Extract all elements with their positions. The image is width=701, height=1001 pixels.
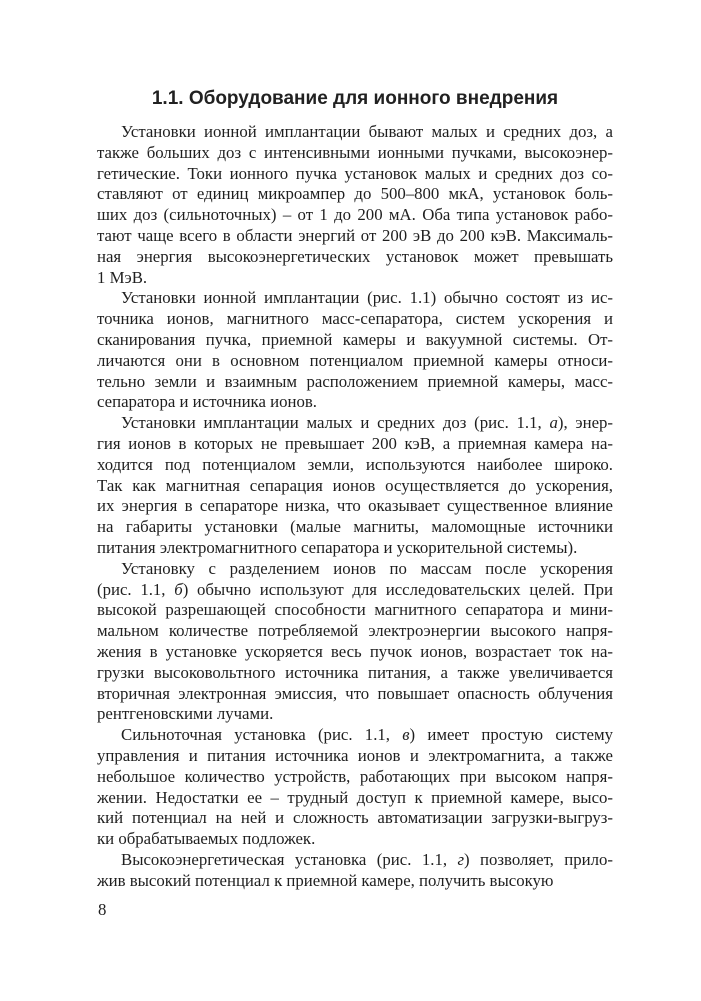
text-line: ходится под потенциалом земли, используются наиболее широко. (97, 454, 613, 474)
text-line: точника ионов, магнитного масс-сепаратора, систем ускорения и (97, 309, 613, 329)
paragraph (97, 122, 613, 288)
text-line: питания электромагнитного сепаратора и ускорительной системы). (97, 537, 578, 557)
text-line: Сильноточная установка (рис. 1.1, в) имеет простую систему (121, 725, 613, 745)
text-line: жении. Недостатки ее – трудный доступ к приемной камере, высо- (97, 787, 613, 807)
text-line: личаются они в основном потенциалом приемной камеры относи- (97, 350, 613, 370)
text-line: Установку с разделением ионов по массам после ускорения (121, 558, 613, 578)
text-line: рентгеновскими лучами. (97, 704, 274, 724)
text-line: вторичная электронная эмиссия, что повышает опасность облучения (97, 683, 613, 703)
text-line: Так как магнитная сепарация ионов осуществляется до ускорения, (97, 475, 613, 495)
text-line: управления и питания источника ионов и электромагнита, а также (97, 745, 613, 765)
paragraph (97, 850, 613, 892)
text-line: Установки ионной имплантации (рис. 1.1) обычно состоят из ис- (121, 288, 613, 308)
paragraph (97, 413, 613, 559)
paragraph (97, 725, 613, 850)
text-line: гия ионов в которых не превышает 200 кэВ, а приемная камера на- (97, 433, 613, 453)
text-line: грузки высоковольтного источника питания, а также увеличивается (97, 662, 613, 682)
text-line: (рис. 1.1, б) обычно используют для исследовательских целей. При (97, 579, 614, 599)
text-line: на габариты установки (малые магниты, маломощные источники (97, 517, 613, 537)
text-line: Высокоэнергетическая установка (рис. 1.1, г) позволяет, прило- (121, 849, 613, 869)
text-line: тают чаще всего в области энергий от 200 эВ до 200 кэВ. Максималь- (97, 225, 613, 245)
section-heading: 1.1. Оборудование для ионного внедрения (151, 88, 559, 109)
text-line: ших доз (сильноточных) – от 1 до 200 мА. Оба типа установок рабо- (97, 205, 613, 225)
text-line: сепаратора и источника ионов. (97, 392, 317, 412)
text-line: Установки ионной имплантации бывают малых и средних доз, а (121, 122, 613, 141)
text-line: жив высокий потенциал к приемной камере, получить высокую (97, 870, 554, 890)
text-line: 1 МэВ. (97, 267, 148, 287)
text-line: ки обрабатываемых подложек. (97, 829, 316, 849)
text-line: Установки имплантации малых и средних доз (рис. 1.1, а), энер- (121, 413, 614, 433)
text-line: жения в установке ускоряется весь пучок ионов, возрастает ток на- (97, 641, 613, 661)
text-line: высокой разрешающей способности магнитного сепаратора и мини- (97, 600, 613, 620)
paragraph (97, 288, 613, 413)
paragraph (97, 559, 613, 725)
text-line: также больших доз с интенсивными ионными пучками, высокоэнер- (97, 142, 613, 162)
text-line: ная энергия высокоэнергетических установок может превышать (97, 246, 613, 266)
text-line: ставляют от единиц микроампер до 500–800 мкА, установок боль- (97, 184, 613, 204)
text-line: мальном количестве потребляемой электроэнергии высокого напря- (97, 621, 613, 641)
page-number: 8 (98, 900, 107, 919)
text-line: кий потенциал на ней и сложность автоматизации загрузки-выгруз- (97, 808, 613, 828)
body-text (97, 122, 613, 891)
text-line: тельно земли и взаимным расположением приемной камеры, масс- (97, 371, 613, 391)
text-line: их энергия в сепараторе низка, что оказывает существенное влияние (97, 496, 613, 516)
text-line: небольшое количество устройств, работающих при высоком напря- (97, 766, 613, 786)
text-line: сканирования пучка, приемной камеры и вакуумной системы. От- (97, 329, 613, 349)
text-line: гетические. Токи ионного пучка установок малых и средних доз со- (97, 163, 613, 183)
